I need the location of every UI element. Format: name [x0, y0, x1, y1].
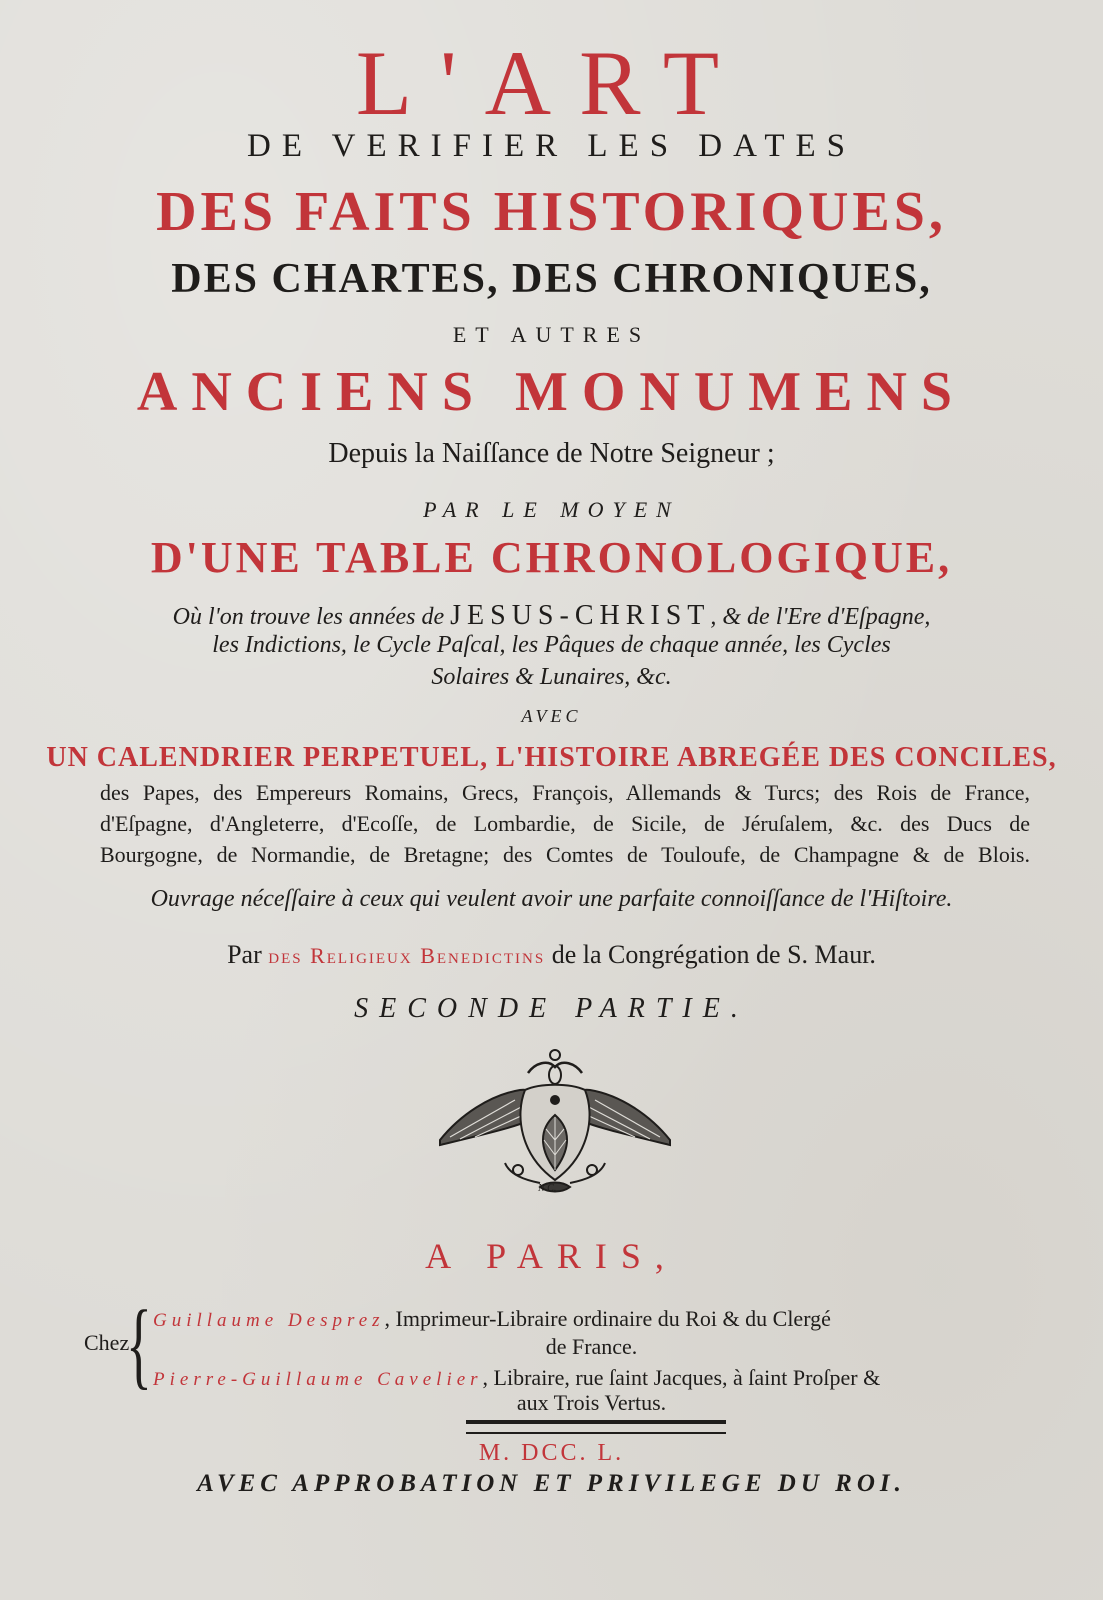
imprint-date: M. DCC. L. [478, 1440, 625, 1466]
publisher-role: , Imprimeur-Libraire ordinaire du Roi & du Clergé [384, 1306, 831, 1331]
imprint-chez: Chez [84, 1330, 130, 1355]
winged-cartouche-ornament-icon [420, 1045, 690, 1195]
imprint-privilege: AVEC APPROBATION ET PRIVILEGE DU ROI. [197, 1470, 906, 1497]
imprint-city: A PARIS, [425, 1236, 678, 1276]
calendrier-heading: UN CALENDRIER PERPETUEL, L'HISTOIRE ABREGÉE DES CONCILES, [46, 742, 1057, 773]
authors-suffix: de la Congrégation de S. Maur. [545, 940, 876, 969]
title-chartes-chroniques: DES CHARTES, DES CHRONIQUES, [171, 256, 932, 302]
title-faits-historiques: DES FAITS HISTORIQUES, [156, 181, 947, 243]
contents-line: Bourgogne, de Normandie, de Bretagne; des Comtes de Touloufe, de Champagne & de Blois. [100, 842, 1030, 867]
publisher-desprez [153, 1306, 1043, 1332]
description-line-1 [0, 600, 1103, 632]
title-de-verifier: DE VERIFIER LES DATES [247, 128, 856, 164]
publisher-name: Guillaume Desprez [153, 1310, 385, 1331]
jesus-christ: JESUS-CHRIST [450, 600, 711, 631]
subtitle-depuis: Depuis la Naiſſance de Notre Seigneur ; [328, 438, 775, 469]
publisher-role: , Libraire, rue ſaint Jacques, à ſaint Proſper & [482, 1365, 881, 1390]
avec-label: AVEC [521, 706, 582, 726]
brace-icon: { [126, 1291, 152, 1399]
publisher-cavelier [153, 1365, 1043, 1391]
description-line-3: Solaires & Lunaires, &c. [431, 664, 672, 690]
title-lart: L'ART [355, 32, 748, 134]
contents-list [100, 777, 1030, 870]
title-table-chronologique: D'UNE TABLE CHRONOLOGIQUE, [150, 533, 953, 582]
title-et-autres: ET AUTRES [452, 322, 651, 347]
title-anciens-monumens: ANCIENS MONUMENS [136, 361, 967, 423]
imprint-rule-divider [466, 1420, 726, 1434]
authors-benedictins: des Religieux Benedictins [268, 943, 546, 968]
description-prefix: Où l'on trouve les années de [172, 604, 451, 630]
contents-line: d'Eſpagne, d'Angleterre, d'Ecoſſe, de Lombardie, de Sicile, de Jéruſalem, &c. des Ducs de [100, 811, 1030, 836]
authors-line [0, 940, 1103, 970]
subtitle-par-le-moyen: PAR LE MOYEN [423, 497, 680, 522]
contents-line: des Papes, des Empereurs Romains, Grecs, François, Allemands & Turcs; des Rois de France, [100, 780, 1030, 805]
description-suffix: , & de l'Ere d'Eſpagne, [710, 604, 931, 630]
ouvrage-note: Ouvrage néceſſaire à ceux qui veulent avoir une parfaite connoiſſance de l'Hiſtoire. [150, 886, 953, 912]
publisher-role-continued: de France. [545, 1334, 638, 1359]
description-line-2: les Indictions, le Cycle Paſcal, les Pâques de chaque année, les Cycles [212, 632, 891, 658]
publisher-role-continued: aux Trois Vertus. [516, 1390, 667, 1415]
authors-prefix: Par [227, 940, 269, 969]
publisher-name: Pierre-Guillaume Cavelier [153, 1369, 483, 1390]
svg-text:N C.: N C. [538, 1183, 557, 1194]
part-label: SECONDE PARTIE. [354, 993, 749, 1024]
